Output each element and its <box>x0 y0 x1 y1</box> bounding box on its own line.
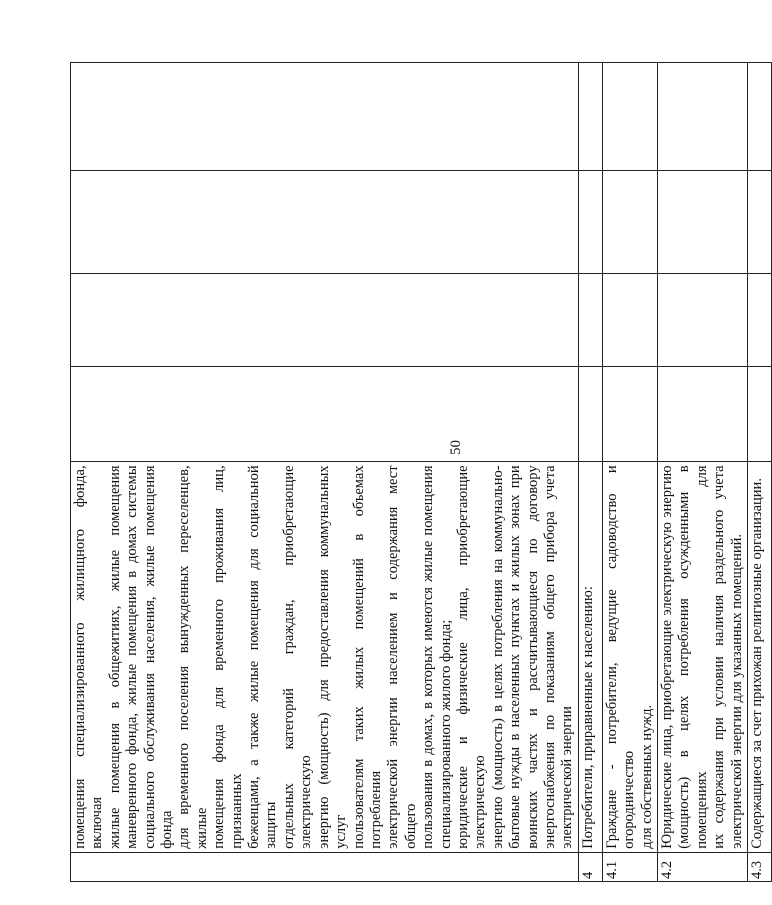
empty-cell <box>578 170 602 273</box>
empty-cell <box>602 170 657 273</box>
table-row <box>658 63 748 882</box>
empty-cell <box>658 273 748 366</box>
table-row <box>602 63 657 882</box>
row-number: 4.1 <box>602 852 657 881</box>
table-row <box>748 63 772 882</box>
row-description: Граждане - потребители, ведущие садоводство и огородничество для собственных нужд. <box>602 462 657 852</box>
row-number <box>71 852 579 881</box>
page-number: 50 <box>448 440 464 455</box>
empty-cell <box>658 366 748 462</box>
row-description: Потребители, приравненные к населению: <box>578 462 602 852</box>
row-description: помещения специализированного жилищного фонда, включая жилые помещения в общежитиях, жилые помещения маневренного фонда, жилые помещения в домах системы социального обслуживания населения, жилые помещения фонда для временного поселения вынужденных переселенцев, жилые помещения фонда для временного проживания лиц, признанных беженцами, а также жилые помещения для социальной защиты отдельных категорий граждан, приобретающие электрическую энергию (мощность) для предоставления коммунальных услуг пользователям таких жилых помещений в объемах потребления электрической энергии населением и содержания мест общего пользования в домах, в которых имеются жилые помещения специализированного жилого фонда; юридические и физические лица, приобретающие электрическую энергию (мощность) в целях потребления на коммунально- бытовые нужды в населенных пунктах и жилых зонах при воинских частях и рассчитывающиеся по договору энергоснабжения по показаниям общего прибора учета электрической энергии <box>71 462 579 852</box>
row-description: Содержащиеся за счет прихожан религиозные организации. <box>748 462 772 852</box>
empty-cell <box>658 170 748 273</box>
empty-cell <box>748 63 772 171</box>
empty-cell <box>71 273 579 366</box>
empty-cell <box>71 63 579 171</box>
tariff-table <box>70 62 772 882</box>
empty-cell <box>602 366 657 462</box>
empty-cell <box>71 170 579 273</box>
empty-cell <box>578 63 602 171</box>
empty-cell <box>602 63 657 171</box>
row-description: Юридические лица, приобретающие электрическую энергию (мощность) в целях потребления осужденными в помещениях для их содержания при условии наличия раздельного учета электрической энергии для указанных помещений. <box>658 462 748 852</box>
empty-cell <box>748 170 772 273</box>
row-number: 4.3 <box>748 852 772 881</box>
row-number: 4 <box>578 852 602 881</box>
empty-cell <box>578 366 602 462</box>
empty-cell <box>71 366 579 462</box>
row-number: 4.2 <box>658 852 748 881</box>
table-row <box>578 63 602 882</box>
empty-cell <box>748 273 772 366</box>
empty-cell <box>658 63 748 171</box>
rotated-table-page <box>70 62 766 882</box>
table-row <box>71 63 579 882</box>
empty-cell <box>578 273 602 366</box>
empty-cell <box>748 366 772 462</box>
empty-cell <box>602 273 657 366</box>
